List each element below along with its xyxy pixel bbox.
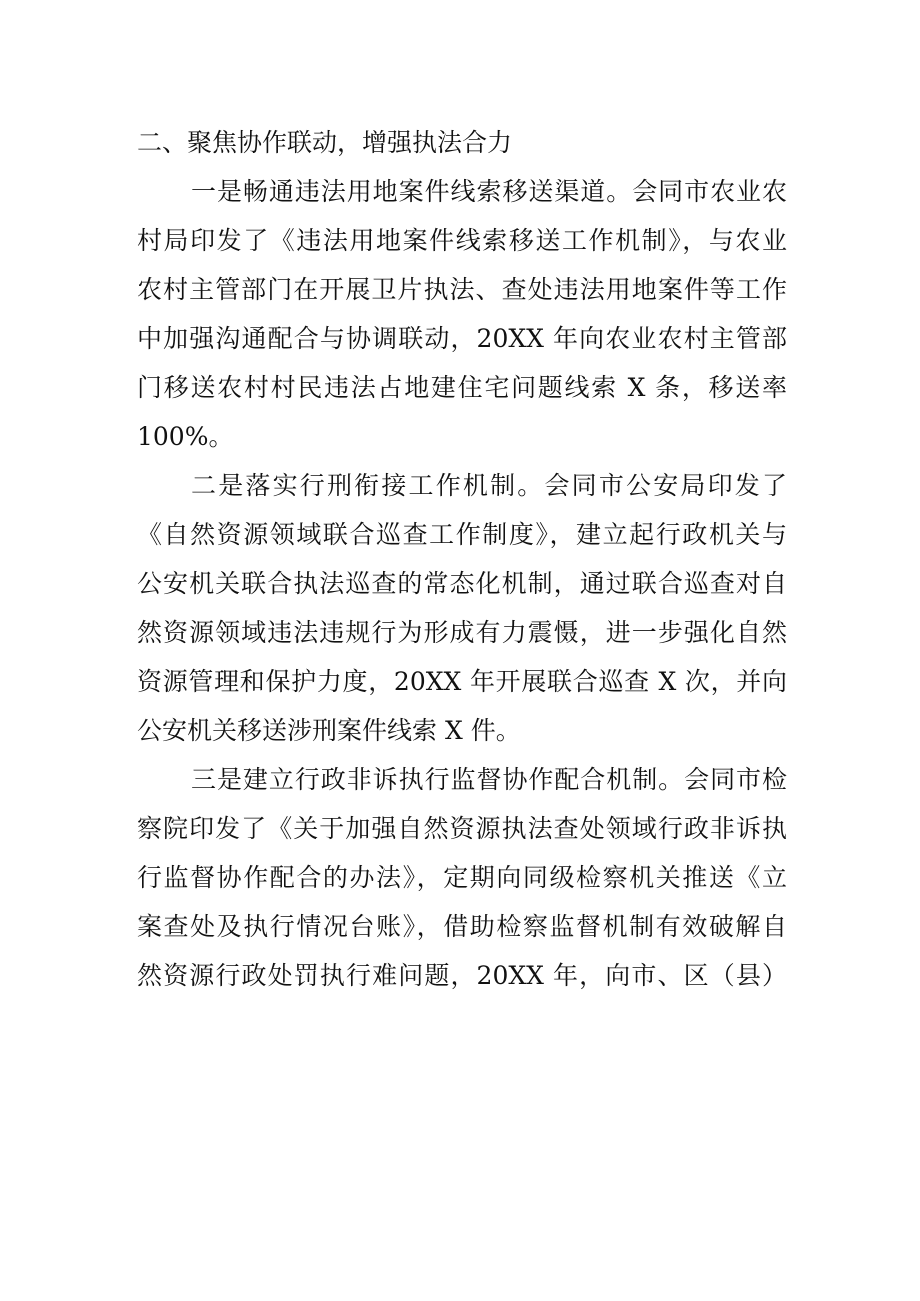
paragraph-line: 二是落实行刑衔接工作机制。会同市公安局印发了 — [191, 471, 787, 500]
paragraph-line: 中加强沟通配合与协调联动，20XX 年向农业农村主管部 — [137, 324, 787, 353]
paragraph-2 — [137, 461, 787, 755]
paragraph-line: 然资源领域违法违规行为形成有力震慑，进一步强化自然 — [137, 618, 787, 647]
paragraph-line: 公安机关移送涉刑案件线索 X 件。 — [137, 716, 521, 745]
paragraph-line: 一是畅通违法用地案件线索移送渠道。会同市农业农 — [191, 177, 787, 206]
paragraph-line: 农村主管部门在开展卫片执法、查处违法用地案件等工作 — [137, 275, 787, 304]
paragraph-line: 行监督协作配合的办法》，定期向同级检察机关推送《立 — [137, 863, 787, 892]
paragraph-line: 三是建立行政非诉执行监督协作配合机制。会同市检 — [191, 765, 787, 794]
paragraph-line: 资源管理和保护力度，20XX 年开展联合巡查 X 次，并向 — [137, 667, 787, 696]
paragraph-line: 《自然资源领域联合巡查工作制度》，建立起行政机关与 — [137, 520, 787, 549]
paragraph-1 — [137, 167, 787, 461]
section-heading: 二、聚焦协作联动，增强执法合力 — [137, 128, 513, 157]
paragraph-line: 门移送农村村民违法占地建住宅问题线索 X 条，移送率 — [137, 373, 787, 402]
paragraph-line: 公安机关联合执法巡查的常态化机制，通过联合巡查对自 — [137, 569, 787, 598]
paragraph-line: 100%。 — [137, 422, 234, 451]
document-body — [137, 118, 787, 1000]
paragraph-3 — [137, 755, 787, 1000]
paragraph-line: 然资源行政处罚执行难问题，20XX 年，向市、区（县） — [137, 961, 787, 990]
paragraph-line: 察院印发了《关于加强自然资源执法查处领域行政非诉执 — [137, 814, 787, 843]
paragraph-line: 案查处及执行情况台账》，借助检察监督机制有效破解自 — [137, 912, 787, 941]
paragraph-line: 村局印发了《违法用地案件线索移送工作机制》，与农业 — [137, 226, 787, 255]
